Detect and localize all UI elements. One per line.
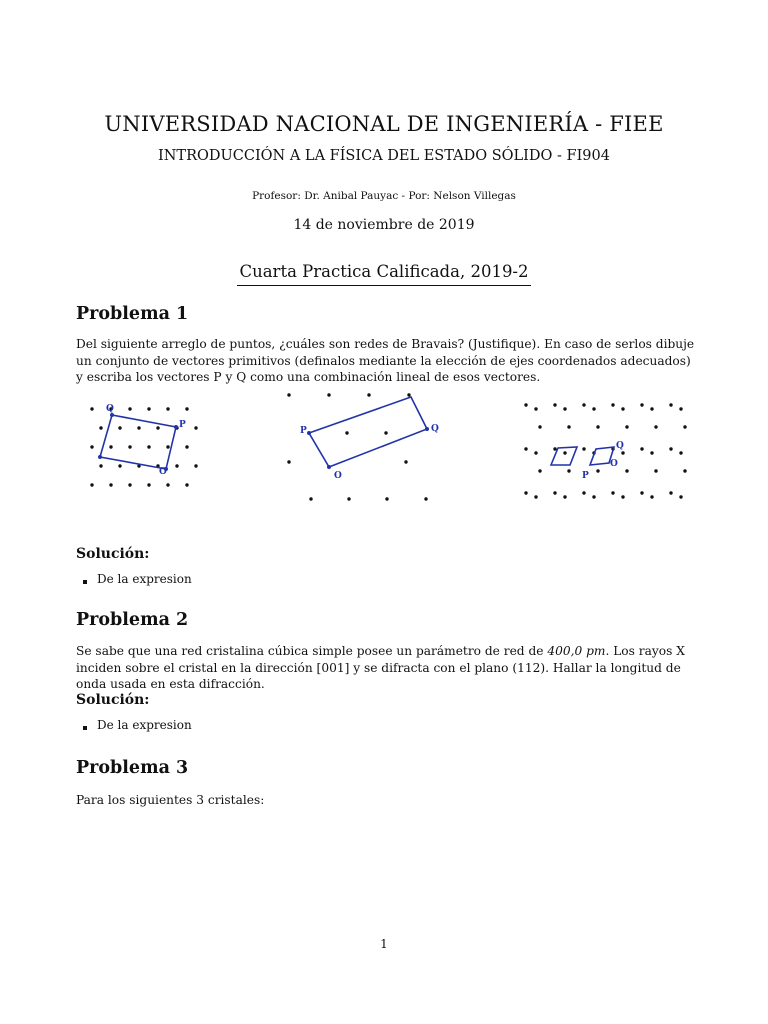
lattice-dot: [147, 483, 150, 486]
lattice-dot: [654, 469, 657, 472]
lattice-dot: [679, 407, 682, 410]
lattice-dot: [654, 425, 657, 428]
lattice-dot: [592, 495, 595, 498]
lattice-dot: [194, 464, 197, 467]
problem-1-title: Problema 1: [76, 304, 189, 324]
course-title: INTRODUCCIÓN A LA FÍSICA DEL ESTADO SÓLIDO - FI904: [158, 148, 610, 164]
lattice-dot: [650, 407, 653, 410]
lattice-dot: [611, 491, 614, 494]
lattice-dot: [679, 451, 682, 454]
problem-2-text-b: . Los rayos X inciden sobre el cristal en la dirección [001] y se difracta con el plano (112). Hallar la longitud de onda usada en esta difracción.: [76, 644, 685, 691]
label-p-c: P: [582, 471, 589, 481]
lattice-dot: [538, 425, 541, 428]
lattice-dot: [553, 447, 556, 450]
lattice-panel-b: [281, 389, 456, 509]
lattice-dot: [596, 469, 599, 472]
lattice-dot: [683, 469, 686, 472]
authors-line: Profesor: Dr. Anibal Pauyac - Por: Nelson Villegas: [252, 190, 516, 202]
lattice-dot: [424, 497, 427, 500]
lattice-dot: [524, 447, 527, 450]
lattice-dot: [404, 460, 407, 463]
lattice-dot: [669, 491, 672, 494]
lattice-dot: [563, 407, 566, 410]
lattice-dot: [640, 447, 643, 450]
label-p-a: P: [179, 420, 186, 430]
lattice-panel-a: [84, 389, 229, 504]
lattice-dot: [538, 469, 541, 472]
label-p-b: P: [300, 426, 307, 436]
lattice-dot: [99, 464, 102, 467]
problem-2-text: [76, 643, 696, 693]
lattice-dot: [553, 403, 556, 406]
lattice-dot: [650, 451, 653, 454]
lattice-dots-c: [524, 403, 686, 498]
lattice-dot: [90, 445, 93, 448]
lattice-dot: [166, 445, 169, 448]
lattice-dot: [621, 451, 624, 454]
bravais-figure: [76, 389, 688, 509]
solution-item-text: De la expresion: [97, 572, 192, 586]
lattice-dot: [563, 451, 566, 454]
lattice-dot: [128, 483, 131, 486]
label-q-c: Q: [616, 441, 624, 451]
problem-2-math: 400,0 pm: [547, 644, 606, 658]
problem-2-solution-item: [83, 718, 192, 732]
lattice-dot: [309, 497, 312, 500]
bullet-icon: [83, 726, 87, 730]
lattice-dot: [137, 426, 140, 429]
lattice-dot: [524, 403, 527, 406]
lattice-dot: [669, 403, 672, 406]
lattice-dot: [166, 483, 169, 486]
lattice-dot: [90, 407, 93, 410]
problem-1-solution-title: Solución:: [76, 546, 150, 562]
page-number: 1: [380, 937, 388, 951]
lattice-dot: [582, 491, 585, 494]
lattice-dot: [563, 495, 566, 498]
lattice-dot: [683, 425, 686, 428]
lattice-dot: [156, 426, 159, 429]
lattice-dot: [384, 431, 387, 434]
lattice-dot: [621, 495, 624, 498]
label-o-c: O: [610, 459, 618, 469]
lattice-dot: [345, 431, 348, 434]
problem-1-text: Del siguiente arreglo de puntos, ¿cuáles son redes de Bravais? (Justifique). En caso de serlos dibuje un conjunto de vectores primitivos (definalos mediante la elección de ejes coordenados adecuados) y escriba los vectores P y Q como una combinación lineal de esos vectores.: [76, 337, 695, 384]
lattice-dot: [385, 497, 388, 500]
bullet-icon: [83, 580, 87, 584]
lattice-dot: [407, 393, 410, 396]
lattice-dot: [147, 407, 150, 410]
label-o-a: O: [159, 467, 167, 477]
lattice-dot: [118, 464, 121, 467]
university-title: UNIVERSIDAD NACIONAL DE INGENIERÍA - FIEE: [104, 112, 664, 136]
subject-wrap: [0, 262, 768, 286]
label-o-b: O: [334, 471, 342, 481]
lattice-dot: [185, 407, 188, 410]
lattice-dot: [109, 445, 112, 448]
lattice-dots-b: [287, 393, 427, 500]
lattice-dot: [367, 393, 370, 396]
lattice-dot: [669, 447, 672, 450]
lattice-panel-c: [516, 389, 691, 504]
lattice-dot: [287, 393, 290, 396]
label-q-b: Q: [431, 424, 439, 434]
lattice-dot: [625, 425, 628, 428]
lattice-dot: [347, 497, 350, 500]
solution-item-text: De la expresion: [97, 718, 192, 732]
lattice-dot: [640, 403, 643, 406]
problem-2-text-a: Se sabe que una red cristalina cúbica simple posee un parámetro de red de: [76, 644, 548, 658]
unit-cell-b: [309, 397, 427, 467]
lattice-dot: [650, 495, 653, 498]
date-line: 14 de noviembre de 2019: [293, 217, 475, 233]
lattice-dot: [109, 483, 112, 486]
lattice-dot: [534, 407, 537, 410]
lattice-dot: [287, 460, 290, 463]
lattice-dot: [175, 464, 178, 467]
lattice-dot: [99, 426, 102, 429]
lattice-dot: [534, 451, 537, 454]
lattice-dot: [185, 483, 188, 486]
lattice-dot: [118, 426, 121, 429]
unit-cell-a: [100, 415, 176, 469]
lattice-dot: [582, 403, 585, 406]
lattice-dot: [553, 491, 556, 494]
lattice-dot: [90, 483, 93, 486]
problem-1-solution-item: [83, 572, 192, 586]
lattice-dot: [567, 469, 570, 472]
lattice-dot: [567, 425, 570, 428]
lattice-dot: [582, 447, 585, 450]
lattice-dot: [194, 426, 197, 429]
problem-3-text: Para los siguientes 3 cristales:: [76, 793, 265, 807]
lattice-dot: [640, 491, 643, 494]
lattice-dot: [679, 495, 682, 498]
lattice-dot: [147, 445, 150, 448]
lattice-dot: [524, 491, 527, 494]
lattice-dot: [166, 407, 169, 410]
lattice-dot: [621, 407, 624, 410]
subject-title: Cuarta Practica Calificada, 2019-2: [237, 262, 530, 286]
label-q-a: Q: [106, 404, 114, 414]
problem-2-title: Problema 2: [76, 610, 189, 630]
lattice-dot: [611, 403, 614, 406]
lattice-dot: [625, 469, 628, 472]
lattice-dot: [185, 445, 188, 448]
lattice-dot: [596, 425, 599, 428]
lattice-dot: [327, 393, 330, 396]
lattice-dot: [592, 407, 595, 410]
problem-2-solution-title: Solución:: [76, 692, 150, 708]
lattice-dot: [534, 495, 537, 498]
problem-3-title: Problema 3: [76, 758, 189, 778]
lattice-dot: [128, 407, 131, 410]
lattice-dot: [128, 445, 131, 448]
